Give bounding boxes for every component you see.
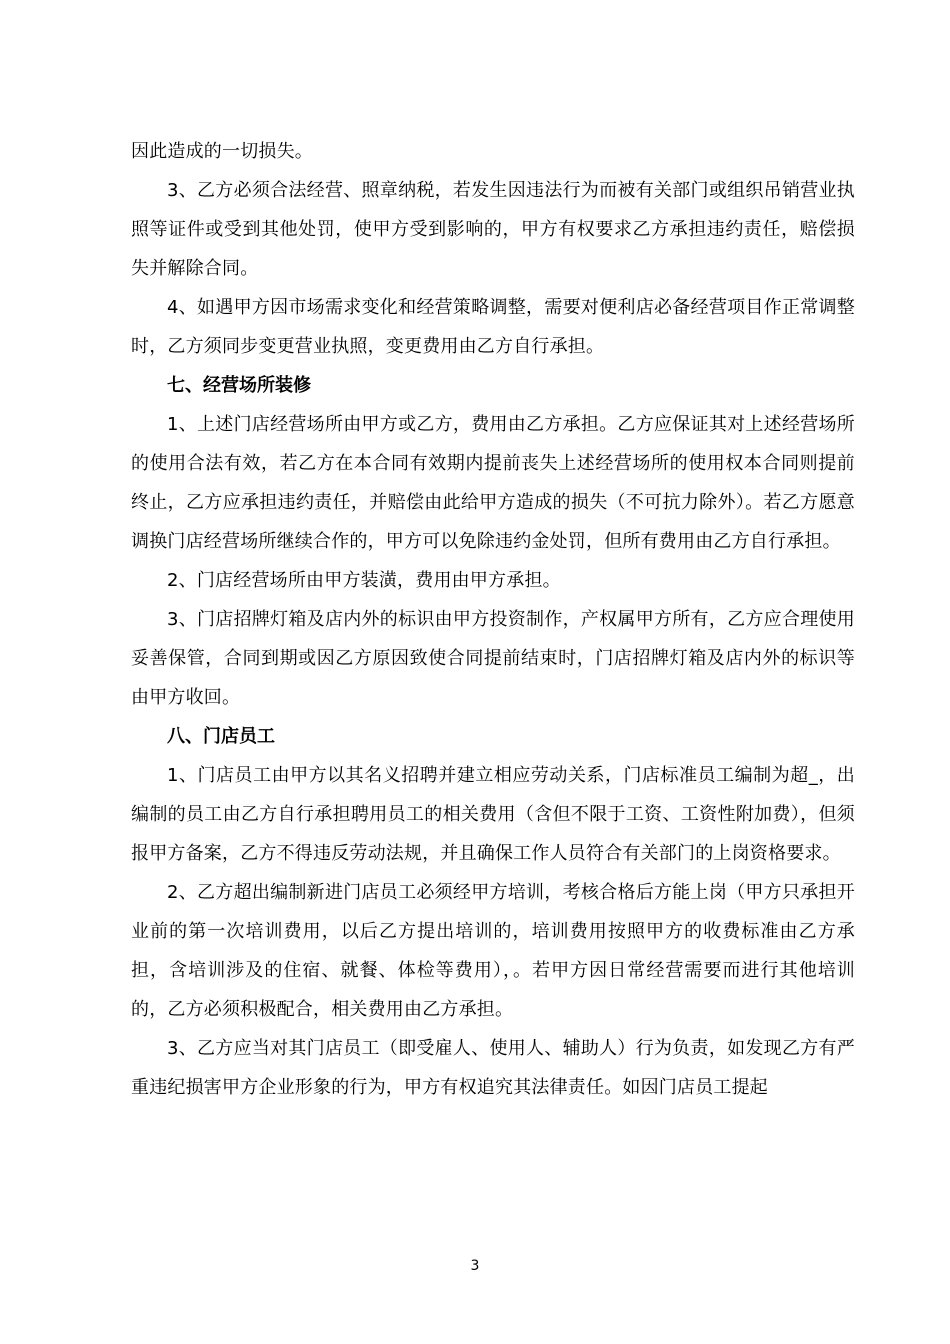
paragraph-clause-6-3: 3、乙方必须合法经营、照章纳税，若发生因违法行为而被有关部门或组织吊销营业执照等证件或受到其他处罚，使甲方受到影响的，甲方有权要求乙方承担违约责任，赔偿损失并解除合同。	[131, 180, 855, 279]
document-body	[131, 132, 855, 1107]
section-heading-8: 八、门店员工	[167, 726, 275, 747]
paragraph-clause-6-4: 4、如遇甲方因市场需求变化和经营策略调整，需要对便利店必备经营项目作正常调整时，乙方须同步变更营业执照，变更费用由乙方自行承担。	[131, 297, 855, 357]
paragraph-clause-7-2: 2、门店经营场所由甲方装潢，费用由甲方承担。	[167, 570, 561, 591]
paragraph-clause-8-2: 2、乙方超出编制新进门店员工必须经甲方培训，考核合格后方能上岗（甲方只承担开业前的第一次培训费用，以后乙方提出培训的，培训费用按照甲方的收费标准由乙方承担，含培训涉及的住宿、就餐、体检等费用），。若甲方因日常经营需要而进行其他培训的，乙方必须积极配合，相关费用由乙方承担。	[131, 882, 855, 1020]
paragraph-continuation: 因此造成的一切损失。	[131, 141, 313, 162]
section-heading-7: 七、经营场所装修	[167, 375, 311, 396]
page-number: 3	[470, 1258, 480, 1274]
paragraph-clause-8-1: 1、门店员工由甲方以其名义招聘并建立相应劳动关系，门店标准员工编制为超_，出编制的员工由乙方自行承担聘用员工的相关费用（含但不限于工资、工资性附加费），但须报甲方备案，乙方不得违反劳动法规，并且确保工作人员符合有关部门的上岗资格要求。	[131, 765, 855, 864]
paragraph-clause-7-1: 1、上述门店经营场所由甲方或乙方，费用由乙方承担。乙方应保证其对上述经营场所的使用合法有效，若乙方在本合同有效期内提前丧失上述经营场所的使用权本合同则提前终止，乙方应承担违约责任，并赔偿由此给甲方造成的损失（不可抗力除外）。若乙方愿意调换门店经营场所继续合作的，甲方可以免除违约金处罚，但所有费用由乙方自行承担。	[131, 414, 855, 552]
paragraph-clause-7-3: 3、门店招牌灯箱及店内外的标识由甲方投资制作，产权属甲方所有，乙方应合理使用妥善保管，合同到期或因乙方原因致使合同提前结束时，门店招牌灯箱及店内外的标识等由甲方收回。	[131, 609, 855, 708]
paragraph-clause-8-3: 3、乙方应当对其门店员工（即受雇人、使用人、辅助人）行为负责，如发现乙方有严重违纪损害甲方企业形象的行为，甲方有权追究其法律责任。如因门店员工提起	[131, 1038, 855, 1098]
